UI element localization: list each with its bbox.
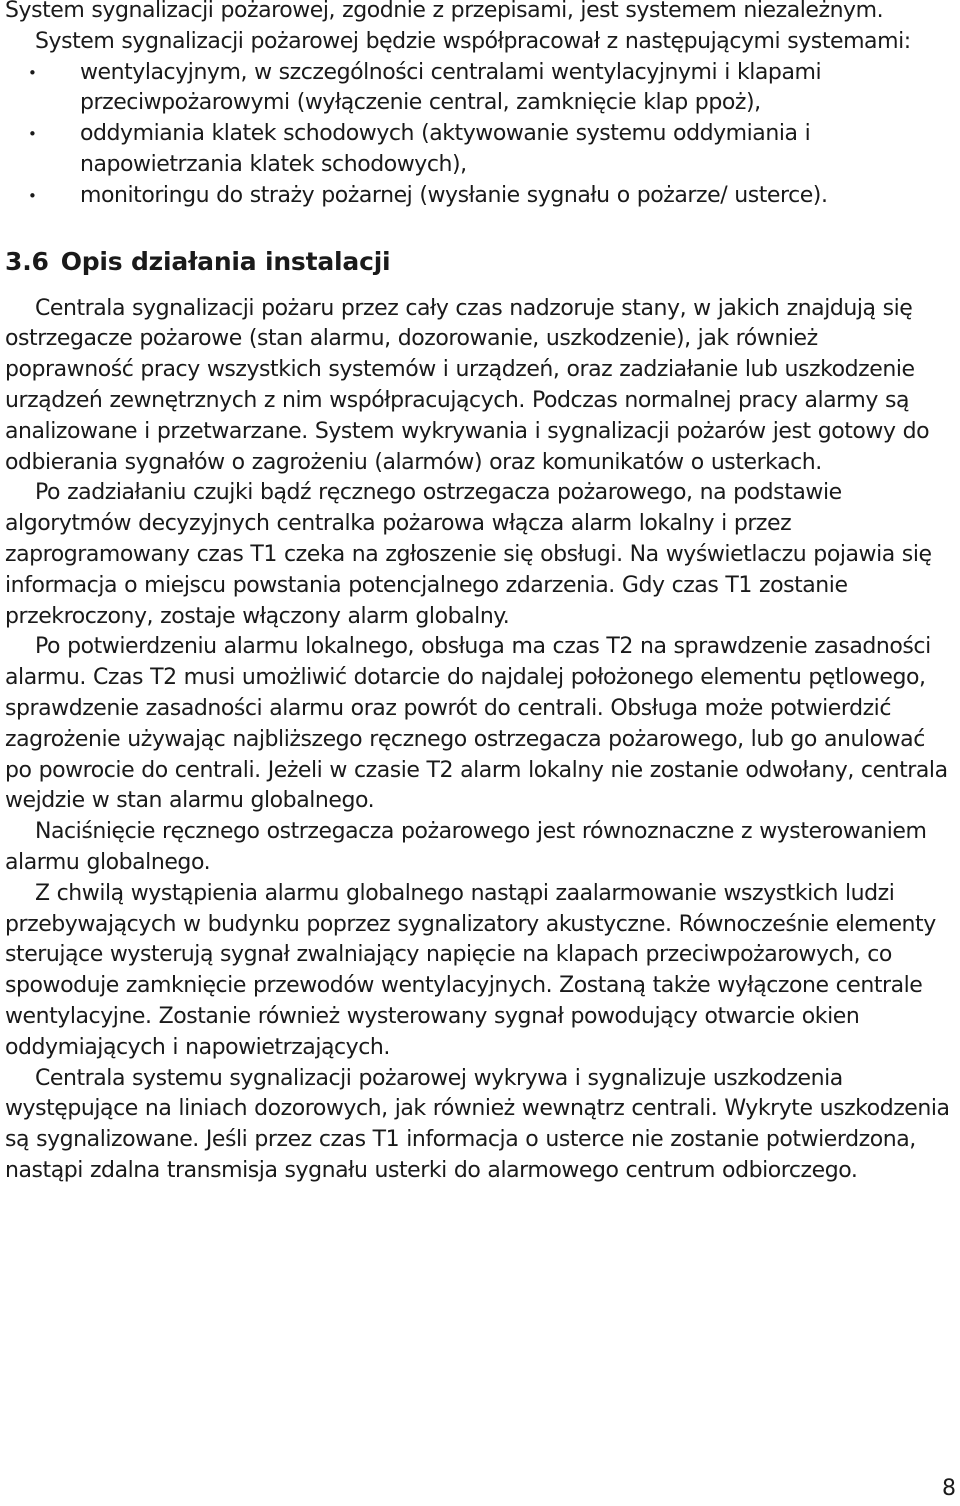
paragraph: Naciśnięcie ręcznego ostrzegacza pożarowego jest równoznaczne z wysterowaniem alarmu globalnego. (5, 819, 927, 875)
paragraph: Centrala sygnalizacji pożaru przez cały czas nadzoruje stany, w jakich znajdują się ostrzegacze pożarowe (stan alarmu, dozorowanie, uszkodzenie), jak również poprawność pracy wszystkich systemów i urządzeń, oraz zadziałanie lub uszkodzenie urządzeń zewnętrznych z nim współpracujących. Podczas normalnej pracy alarmy są analizowane i przetwarzane. System wykrywania i sygnalizacji pożarów jest gotowy do odbierania sygnałów o zagrożeniu (alarmów) oraz komunikatów o usterkach. (5, 295, 930, 475)
list-item (28, 119, 953, 181)
section-heading (5, 244, 953, 280)
section-title: Opis działania instalacji (60, 246, 391, 276)
paragraph: Centrala systemu sygnalizacji pożarowej wykrywa i sygnalizuje uszkodzenia występujące na liniach dozorowych, jak również wewnątrz centrali. Wykryte uszkodzenia są sygnalizowane. Jeśli przez czas T1 informacja o usterce nie zostanie potwierdzona, nastąpi zdalna transmisja sygnału usterki do alarmowego centrum odbiorczego. (5, 1065, 950, 1183)
list-item-text: wentylacyjnym, w szczególności centralami wentylacyjnymi i klapami przeciwpożarowymi (wyłączenie central, zamknięcie klap ppoż), (80, 59, 822, 116)
page-number: 8 (942, 1476, 956, 1501)
paragraph: Po zadziałaniu czujki bądź ręcznego ostrzegacza pożarowego, na podstawie algorytmów decyzyjnych centralka pożarowa włącza alarm lokalny i przez zaprogramowany czas T1 czeka na zgłoszenie się obsługi. Na wyświetlaczu pojawia się informacja o miejscu powstania potencjalnego zdarzenia. Gdy czas T1 zostanie przekroczony, zostaje włączony alarm globalny. (5, 480, 932, 629)
list-item (28, 181, 953, 212)
section-number: 3.6 (5, 246, 49, 276)
bullet-dot-icon: • (28, 125, 37, 144)
intro-independence-text: System sygnalizacji pożarowej, zgodnie z przepisami, jest systemem niezależnym. (5, 0, 884, 23)
list-item-text: oddymiania klatek schodowych (aktywowanie systemu oddymiania i napowietrzania klatek schodowych), (80, 121, 811, 177)
paragraph: Z chwilą wystąpienia alarmu globalnego nastąpi zaalarmowanie wszystkich ludzi przebywających w budynku poprzez sygnalizatory akustyczne. Równocześnie elementy sterujące wysterują sygnał zwalniający napięcie na klapach przeciwpożarowych, co spowoduje zamknięcie przewodów wentylacyjnych. Zostaną także wyłączone centrale wentylacyjne. Zostanie również wysterowany sygnał powodujący otwarcie okien oddymiających i napowietrzających. (5, 880, 936, 1060)
cooperating-systems-list (5, 58, 953, 212)
list-item-text: monitoringu do straży pożarnej (wysłanie sygnału o pożarze/ usterce). (80, 182, 828, 208)
bullet-dot-icon: • (28, 63, 37, 82)
paragraph: Po potwierdzeniu alarmu lokalnego, obsługa ma czas T2 na sprawdzenie zasadności alarmu. Czas T2 musi umożliwić dotarcie do najdalej położonego elementu pętlowego, sprawdzenie zasadności alarmu oraz powrót do centrali. Obsługa może potwierdzić zagrożenie używając najbliższego ręcznego ostrzegacza pożarowego, lub go anulować po powrocie do centrali. Jeżeli w czasie T2 alarm lokalny nie zostanie odwołany, centrala wejdzie w stan alarmu globalnego. (5, 634, 948, 814)
intro-cooperation-text: System sygnalizacji pożarowej będzie współpracował z następującymi systemami: (35, 28, 911, 54)
document-page (5, 0, 953, 1187)
list-item (28, 58, 953, 120)
bullet-dot-icon: • (28, 186, 37, 205)
